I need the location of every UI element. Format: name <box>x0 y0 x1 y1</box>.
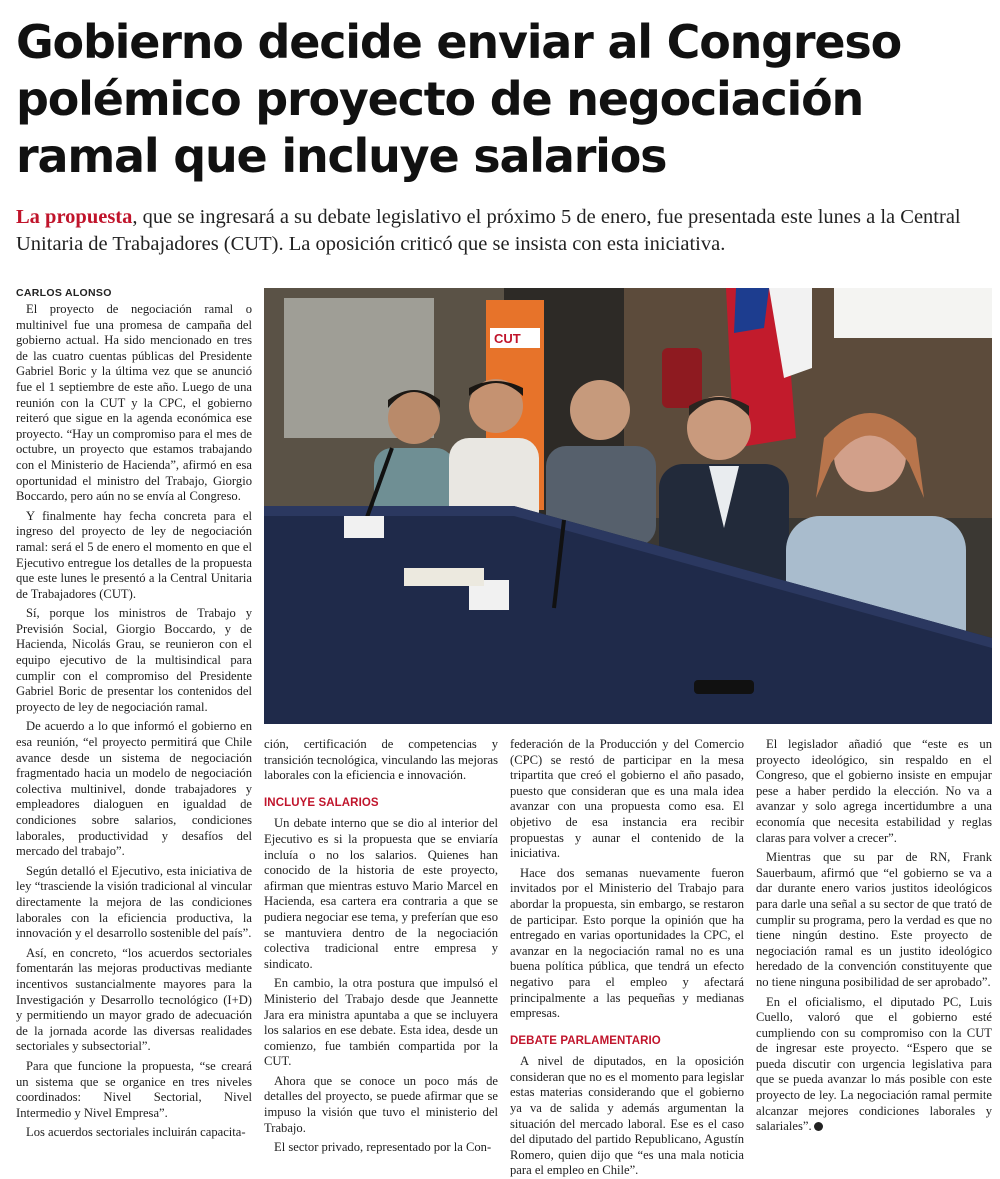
headline-line-2: polémico proyecto de negociación <box>16 72 864 126</box>
end-of-article-icon <box>814 1122 823 1131</box>
notebook <box>404 568 484 586</box>
subheading-debate-parlamentario: DEBATE PARLAMENTARIO <box>510 1034 661 1047</box>
paragraph: Ahora que se conoce un poco más de detalles del proyecto, se puede afirmar que se impuso la visión que tuvo el ministerio del Trabajo. <box>264 1073 498 1135</box>
paragraph: El proyecto de negociación ramal o multinivel fue una promesa de campaña del gobierno actual. Ha sido mencionado en tres de las cuatro cuentas públicas del Presidente Gabriel Boric y la última vez que se anunció fue el 1 septiembre de este año. Luego de una reunión con la CUT y la CPC, el gobierno reiteró que sigue en la agenda económica ese proyecto. “Hay un compromiso para el mes de octubre, un proyecto que estamos trabajando con el Ministerio de Hacienda”, afirmó en esa oportunidad el ministro del Trabajo, Giorgio Boccardo, pero aún no se envía al Congreso. <box>16 302 252 504</box>
paragraph: federación de la Producción y del Comercio (CPC) se restó de participar en la mesa tripartita que creó el gobierno el año pasado, puesto que consideran que es una mala idea avanzar con una propuesta como esa. El objetivo de esa instancia era recibir propuestas y aunar el contenido de la iniciativa. <box>510 737 744 861</box>
paragraph: Mientras que su par de RN, Frank Sauerbaum, afirmó que “el gobierno se va a dar durante enero varios justitos ideológicos para darle una señal a su sector de que trató de cumplir su programa, pero la verdad es que no tiene ningún destino. Este proyecto de negociación ramal es un justito ideológico heredado de la convención constituyente que no tiene ninguna posibilidad de ser aprobado”. <box>756 850 992 989</box>
column-4 <box>756 737 992 1162</box>
paragraph: Así, en concreto, “los acuerdos sectoriales fomentarán las mejoras productivas mediante incentivos sustancialmente mayores para la Investigación y Desarrollo tecnológico (I+D) y permitiendo un mayor grado de adecuación de la jornada acorde las diversas realidades sectoriales y subsectorial”. <box>16 945 252 1054</box>
lead-text: , que se ingresará a su debate legislativo el próximo 5 de enero, fue presentada este lunes a la Central Unitaria de Trabajadores (CUT). La oposición criticó que se insista con esta iniciativa. <box>16 206 961 255</box>
ceiling-light <box>834 288 992 338</box>
chile-flag-blue <box>734 288 769 333</box>
paragraph: Sí, porque los ministros de Trabajo y Previsión Social, Giorgio Boccardo, y de Hacienda, Nicolás Grau, se reunieron con el equipo ejecutivo de la multisindical para cumplir con el compromiso del Presidente Gabriel Boric de presentar los contenidos del proyecto de ley de negociación ramal. <box>16 606 252 714</box>
paragraph: A nivel de diputados, en la oposición consideran que no es el momento para legislar estas materias considerando que el gobierno ya va de salida y además argumentan la situación del mercado laboral. Ese es el caso del diputado del partido Republicano, Agustín Romero, quien dijo que “es una mala noticia para el empleo en Chile”. <box>510 1054 744 1178</box>
paragraph: Hace dos semanas nuevamente fueron invitados por el Ministerio del Trabajo para abordar la propuesta, sin embargo, se restaron de participar. Esto porque la opinión que ha entregado en varias oportunidades la CPC, el avanzar en la negociación ramal no es una buena política pública, que tendrá un efecto negativo para el empleo y afectará principalmente a las pequeñas y medianas empresas. <box>510 865 744 1021</box>
paragraph: Para que funcione la propuesta, “se creará un sistema que se organice en tres niveles coordinados: Nivel Sectorial, Nivel Intermedio y Nivel Empresa”. <box>16 1058 252 1120</box>
press-conference-photo <box>264 288 992 724</box>
red-chair <box>662 348 702 408</box>
paragraph: Un debate interno que se dio al interior del Ejecutivo es si la propuesta que se enviaría incluía o no los salarios. Quienes han conocido de la historia de este proyecto, afirman que mientras estuvo Mario Marcel en Hacienda, esa cartera era contraria a que se pudiera negociar ese tema, y preferían que eso se mantuviera dentro de la negociación colectiva tradicional entre empresa y sindicato. <box>264 816 498 971</box>
headline-line-3: ramal que incluye salarios <box>16 129 667 183</box>
column-1 <box>16 302 252 1162</box>
phone <box>694 680 754 694</box>
paragraph: El legislador añadió que “este es un proyecto ideológico, sin respaldo en el Congreso, que el gobierno insiste en empujar pese a haber perdido la elección. No va a avanzar y solo agrega incertidumbre a una economía que necesita estabilidad y reglas claras para volver a crecer”. <box>756 737 992 845</box>
paragraph: Según detalló el Ejecutivo, esta iniciativa de ley “trasciende la visión tradicional al vincular directamente la mejora de las condiciones laborales con la eficiencia productiva, la innovación y el desarrollo sostenible del país”. <box>16 863 252 941</box>
paragraph: ción, certificación de competencias y transición tecnológica, vinculando las mejoras laborales con la eficiencia e innovación. <box>264 737 498 783</box>
lead-label: La propuesta <box>16 206 133 228</box>
headline-line-1: Gobierno decide enviar al Congreso <box>16 15 901 69</box>
paragraph: De acuerdo a lo que informó el gobierno en esa reunión, “el proyecto permitirá que Chile avance desde un sistema de negociación fragmentado hacia un modelo de negociación colectiva multinivel, donde trabajadores y empleadores dialoguen en igualdad de condiciones sobre salarios, condiciones laborales, productividad y desafíos del mercado del trabajo”. <box>16 719 252 859</box>
lead-paragraph <box>16 204 988 258</box>
byline: CARLOS ALONSO <box>16 287 112 299</box>
name-card-1 <box>344 516 384 538</box>
headline <box>16 14 986 185</box>
column-2 <box>264 737 498 1162</box>
column-3 <box>510 737 744 1178</box>
paragraph: Los acuerdos sectoriales incluirán capacita- <box>26 1125 246 1140</box>
cut-banner-text: CUT <box>494 331 521 346</box>
paragraph: El sector privado, representado por la Con- <box>274 1140 492 1155</box>
paragraph: En cambio, la otra postura que impulsó el Ministerio del Trabajo desde que Jeannette Jara era ministra apuntaba a que se incluyera los salarios en ese debate. Esta idea, desde un comienzo, fue también compartida por la CUT. <box>264 976 498 1069</box>
paragraph-text: En el oficialismo, el diputado PC, Luis Cuello, valoró que el gobierno esté cumpliendo con su compromiso con la CUT de ingresar este proyecto. “Espero que se pueda discutir con urgencia legislativa para que se pueda avanzar lo más posible con este proyecto de ley. La negociación ramal permite alcanzar mejores condiciones laborales y salariales”. <box>756 994 992 1134</box>
paragraph <box>756 995 992 1135</box>
paragraph: Y finalmente hay fecha concreta para el ingreso del proyecto de ley de negociación ramal: será el 5 de enero el momento en que el Ejecutivo entregue los detalles de la propuesta que este lunes le presentó a la Central Unitaria de Trabajadores (CUT). <box>16 508 252 601</box>
photo-illustration <box>264 288 992 724</box>
subheading-incluye-salarios: INCLUYE SALARIOS <box>264 796 379 809</box>
